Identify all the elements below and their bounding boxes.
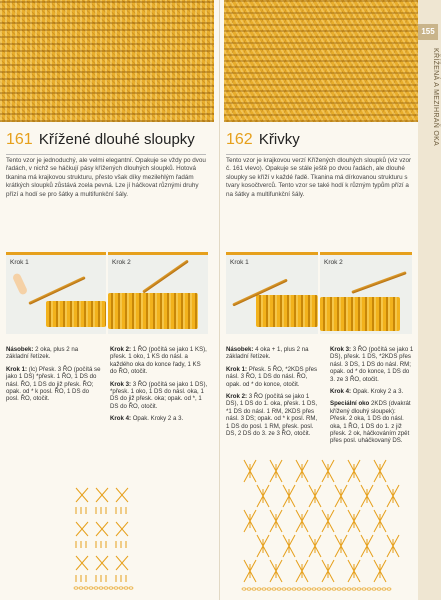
chain-symbol — [352, 588, 356, 590]
chain-symbol — [257, 588, 261, 590]
pattern-162-title — [226, 131, 300, 149]
pattern-161-step1-photo — [6, 252, 106, 334]
chain-symbol — [342, 588, 346, 590]
page-divider — [219, 0, 220, 600]
chain-symbol — [282, 588, 286, 590]
pattern-161-number: 161 — [6, 131, 33, 148]
chain-symbol — [79, 587, 83, 589]
step-label: Krok 1 — [230, 259, 249, 266]
yarn-swatch — [108, 293, 198, 329]
chain-symbol — [362, 588, 366, 590]
pattern-162-intro: Tento vzor je krajkovou verzí Křížených dlouhých sloupků (viz vzor č. 161 vlevo). Opakuje se stále ještě po dvou řadách, ale dlouhé sloupky se kříží v každé řadě. Tkanina má dírkovanou strukturu s tvary kosočtverců. Tento vzor se také hodí k různým typům přízí a na šátky a multifunkční šály. — [226, 157, 412, 198]
pattern-162-step2-photo — [320, 252, 412, 334]
section-label: KŘÍŽENÁ A MEZIHRAŇ OKA — [432, 48, 439, 147]
chain-symbol — [327, 588, 331, 590]
chain-symbol — [372, 588, 376, 590]
chain-symbol — [74, 587, 78, 589]
step-paragraph — [110, 381, 208, 411]
chain-symbol — [387, 588, 391, 590]
step-head: Krok 1: — [226, 365, 247, 373]
pattern-161-steps-left — [6, 346, 102, 408]
pattern-161-photo — [0, 0, 214, 122]
step-text: 2 oka, plus 2 na základní řetízek. — [6, 346, 79, 361]
yarn-swatch — [46, 301, 106, 327]
step-text: 2KDS (dvakrát křížený dlouhý sloupek): Přesk. 2 oka, 1 DS do násl. oka, 1 ŘO, 1 DS do 1. z již přesk. 2 ok, háčkováním zpět přes posl. uháčkovaný DS. — [330, 400, 411, 445]
chain-symbol — [119, 587, 123, 589]
chain-symbol — [317, 588, 321, 590]
step-paragraph — [330, 346, 414, 383]
pattern-161-intro: Tento vzor je jednoduchý, ale velmi elegantní. Opakuje se vždy po dvou řadách, v nichž se háčkují pásy křížených dlouhých sloupků. Hotová tkanina má krajkovou strukturu, přesto však díky mezilehlým řadám krátkých sloupků zůstává zcela pevná. Lze jí háčkovat různými druhy přízí a hodí se pro šátky a multifunkční šály. — [6, 157, 206, 198]
step-text: Opak. Kroky 2 a 3. — [131, 415, 184, 423]
yarn-swatch — [256, 295, 318, 327]
chain-symbol — [382, 588, 386, 590]
chain-symbol — [129, 587, 133, 589]
step-paragraph — [226, 393, 322, 437]
chain-symbol — [337, 588, 341, 590]
chain-symbol — [114, 587, 118, 589]
pattern-161-stitch-chart — [70, 484, 140, 592]
pattern-162-name: Křivky — [258, 131, 300, 148]
chain-symbol — [262, 588, 266, 590]
chain-symbol — [347, 588, 351, 590]
step-text: (lc) Přesk. 3 ŘO (počítá se jako 1 DS) *přesk. 1 ŘO, 1 DS do násl. ŘO, 1 DS do již přesk. ŘO; opak. od * k posl. ŘO, 1 DS do posl. ŘO, otočit. — [6, 365, 101, 403]
chain-symbol — [322, 588, 326, 590]
chain-symbol — [109, 587, 113, 589]
step-paragraph — [330, 400, 414, 444]
chain-symbol — [297, 588, 301, 590]
step-label: Krok 2 — [112, 259, 131, 266]
step-text: 1 ŘO (počítá se jako 1 KS), přesk. 1 oko, 1 KS do násl. a každého oka do konce řady, 1 KS do ŘO, otočit. — [110, 346, 207, 376]
chain-symbol — [367, 588, 371, 590]
chain-symbol — [99, 587, 103, 589]
chain-symbol — [89, 587, 93, 589]
chain-symbol — [307, 588, 311, 590]
step-label: Krok 2 — [324, 259, 343, 266]
chain-symbol — [357, 588, 361, 590]
step-text: Opak. Kroky 2 a 3. — [351, 388, 404, 396]
chain-symbol — [267, 588, 271, 590]
pattern-161-steps-right — [110, 346, 208, 428]
step-head: Speciální oko — [330, 400, 370, 408]
step-text: 3 ŘO (počítá se jako 1 DS), *přesk. 1 oko, 1 DS do násl. oka, 1 DS do již přesk. oka; opak. od *, 1 DS do ŘO, otočit. — [110, 380, 208, 410]
pattern-162-steps-left — [226, 346, 322, 442]
step-paragraph — [110, 346, 208, 376]
step-text: 4 oka + 1, plus 2 na základní řetízek. — [226, 346, 309, 361]
chain-symbol — [242, 588, 246, 590]
chain-symbol — [292, 588, 296, 590]
chain-symbol — [287, 588, 291, 590]
step-text: 3 ŘO (počítá se jako 1 DS), přesk. 1 DS, *2KDS přes násl. 3 DS, 1 DS do násl. RM; opak. od * do konce, 1 DS do 3. ze 3 ŘO, otočit. — [330, 346, 414, 383]
step-head: Krok 4: — [110, 415, 131, 423]
step-head: Krok 2: — [226, 393, 247, 401]
pattern-161-step2-photo — [108, 252, 208, 334]
step-head: Krok 3: — [330, 346, 351, 353]
step-head: Násobek: — [6, 346, 34, 353]
step-head: Krok 3: — [110, 380, 131, 388]
chain-symbol — [377, 588, 381, 590]
step-head: Krok 4: — [330, 388, 351, 396]
step-text: 3 ŘO (počítá se jako 1 DS), 1 DS do 1. oka, přesk. 1 DS, *1 DS do násl. 1 RM, 2KDS přes násl. 3 DS; opak. od * k posl. RM, 1 DS do posl. 1 RM, přesk. posl. DS, 2 DS do 3. ze 3 ŘO, otočit. — [226, 393, 318, 438]
step-head: Krok 2: — [110, 346, 131, 353]
pattern-162-steps-right — [330, 346, 414, 450]
pattern-161-name: Křížené dlouhé sloupky — [38, 131, 195, 148]
pattern-161-title — [6, 131, 195, 149]
pattern-162-step1-photo — [226, 252, 318, 334]
hook-icon — [142, 259, 189, 293]
step-text: Přesk. 5 ŘO, *2KDS přes násl. 3 ŘO, 1 DS do násl. ŘO, opak. od * do konce, otočit. — [226, 365, 318, 388]
title-rule — [226, 154, 410, 155]
step-label: Krok 1 — [10, 259, 29, 266]
chain-symbol — [104, 587, 108, 589]
step-paragraph — [226, 346, 322, 361]
pattern-162-photo — [224, 0, 418, 122]
chain-symbol — [272, 588, 276, 590]
step-paragraph — [6, 346, 102, 361]
step-paragraph — [6, 366, 102, 403]
page-number: 155 — [418, 24, 438, 40]
chain-symbol — [84, 587, 88, 589]
chain-symbol — [302, 588, 306, 590]
hook-icon — [351, 271, 407, 294]
hand-icon — [12, 272, 29, 295]
step-head: Krok 1: — [6, 365, 27, 373]
chain-symbol — [252, 588, 256, 590]
chain-symbol — [332, 588, 336, 590]
step-paragraph — [330, 388, 414, 395]
chain-symbol — [94, 587, 98, 589]
title-rule — [6, 154, 206, 155]
step-paragraph — [110, 415, 208, 422]
chain-symbol — [124, 587, 128, 589]
chain-symbol — [277, 588, 281, 590]
chain-symbol — [247, 588, 251, 590]
yarn-swatch — [320, 297, 400, 331]
chain-symbol — [312, 588, 316, 590]
pattern-162-number: 162 — [226, 131, 253, 148]
step-head: Násobek: — [226, 346, 254, 353]
side-tab — [418, 0, 441, 600]
pattern-162-stitch-chart — [240, 456, 402, 594]
step-paragraph — [226, 366, 322, 388]
